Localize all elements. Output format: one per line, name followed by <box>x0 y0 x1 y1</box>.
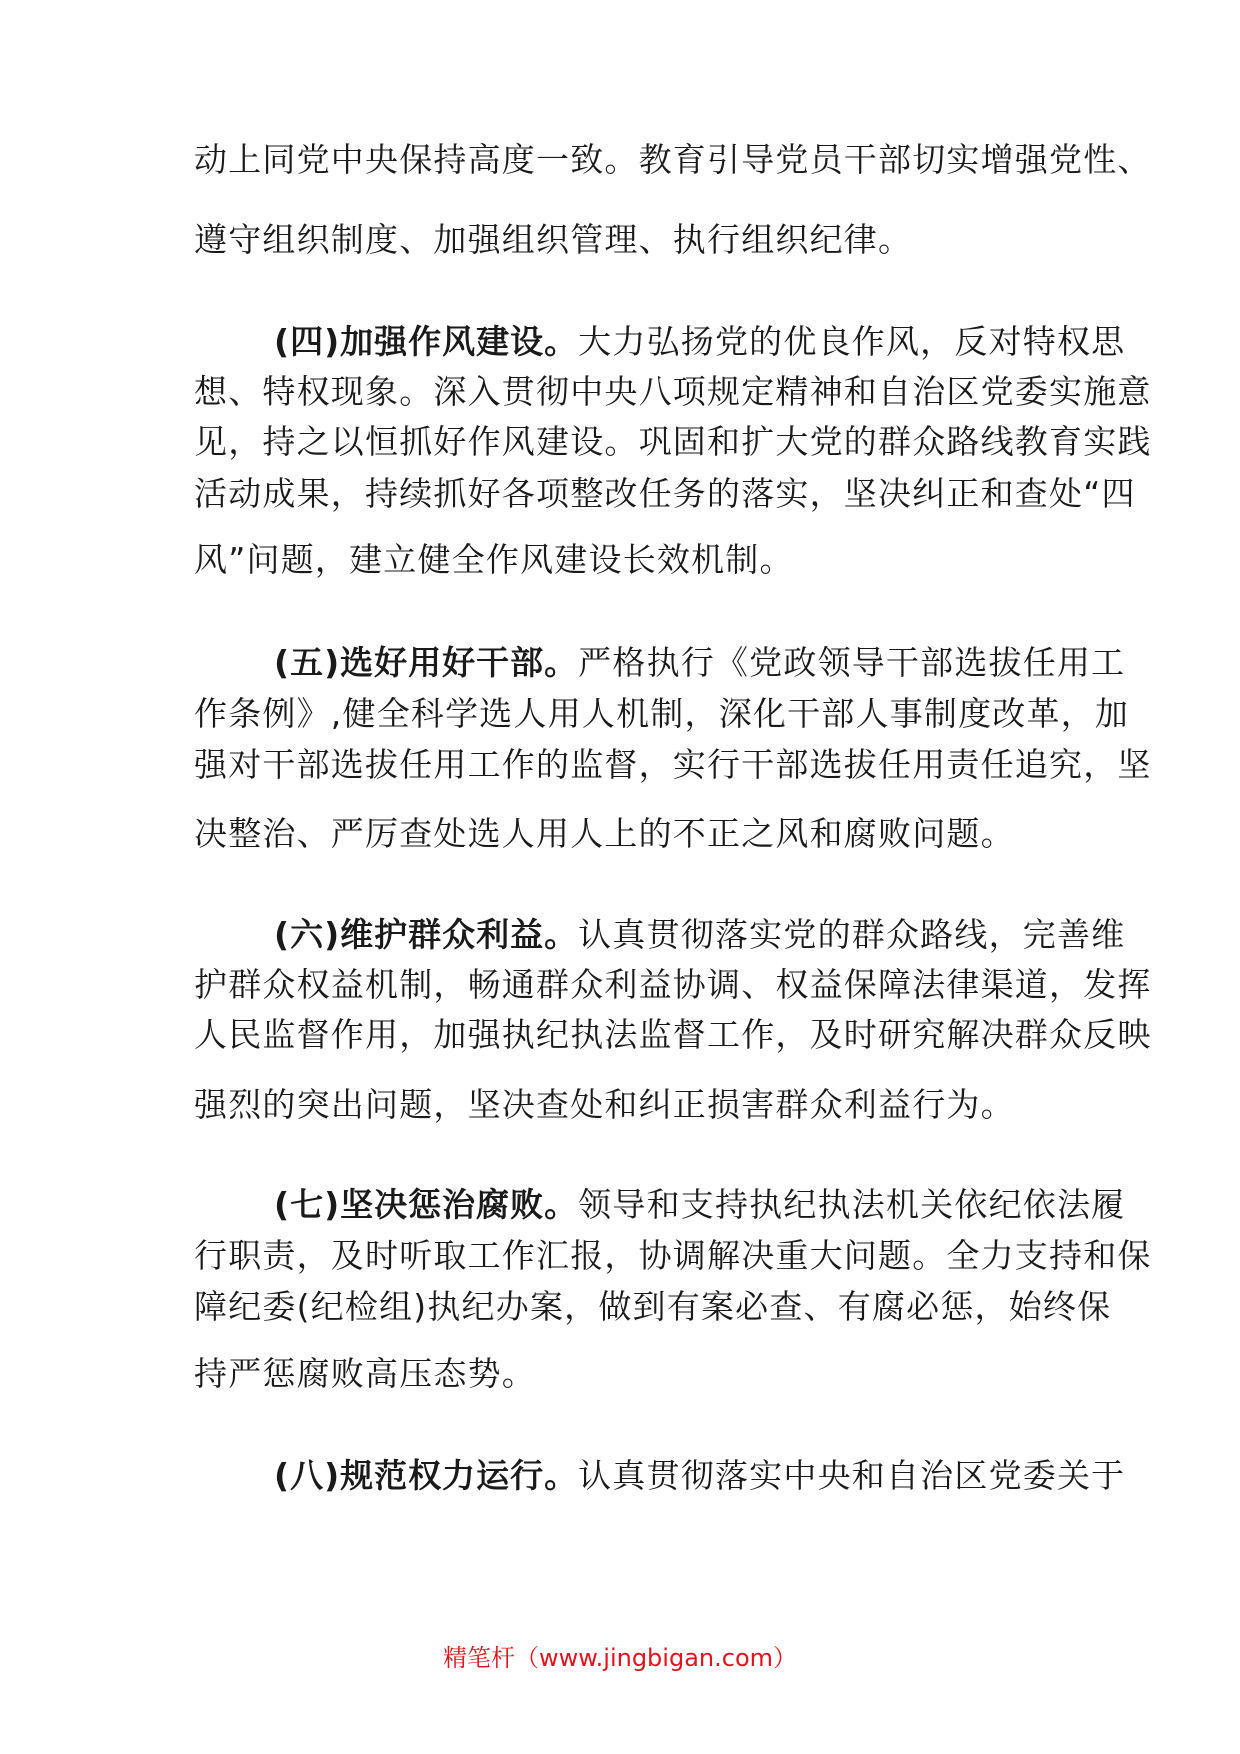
paragraph-line: 动上同党中央保持高度一致。教育引导党员干部切实增强党性、 <box>194 140 1152 179</box>
paragraph-line: 持严惩腐败高压态势。 <box>194 1354 536 1393</box>
section-4-text: 大力弘扬党的优良作风，反对特权思 <box>578 322 1126 361</box>
paragraph-line: 作条例》,健全科学选人用人机制，深化干部人事制度改革，加 <box>194 694 1130 733</box>
paragraph-line: 见，持之以恒抓好作风建设。巩固和扩大党的群众路线教育实践 <box>194 422 1152 461</box>
paragraph-line: 风”问题，建立健全作风建设长效机制。 <box>194 540 794 579</box>
section-8-text: 认真贯彻落实中央和自治区党委关于 <box>578 1456 1126 1495</box>
paragraph-line: 想、特权现象。深入贯彻中央八项规定精神和自治区党委实施意 <box>194 372 1152 411</box>
paragraph-line: 强对干部选拔任用工作的监督，实行干部选拔任用责任追究，坚 <box>194 745 1152 784</box>
section-4-heading: (四)加强作风建设。 <box>274 322 579 361</box>
section-5-heading: (五)选好用好干部。 <box>274 643 579 682</box>
section-5-text: 严格执行《党政领导干部选拔任用工 <box>578 643 1126 682</box>
section-7-first-line <box>274 1185 1126 1225</box>
section-7-text: 领导和支持执纪执法机关依纪依法履 <box>578 1185 1126 1224</box>
section-6-text: 认真贯彻落实党的群众路线，完善维 <box>578 915 1126 954</box>
section-8-first-line <box>274 1456 1126 1496</box>
paragraph-line: 护群众权益机制，畅通群众利益协调、权益保障法律渠道，发挥 <box>194 965 1152 1004</box>
section-8-heading: (八)规范权力运行。 <box>274 1456 579 1495</box>
paragraph-line: 强烈的突出问题，坚决查处和纠正损害群众利益行为。 <box>194 1085 1015 1124</box>
section-6-first-line <box>274 915 1126 955</box>
section-4-first-line <box>274 322 1126 362</box>
paragraph-line: 活动成果，持续抓好各项整改任务的落实，坚决纠正和查处“四 <box>194 474 1136 513</box>
paragraph-line: 遵守组织制度、加强组织管理、执行组织纪律。 <box>194 220 913 259</box>
section-5-first-line <box>274 643 1126 683</box>
paragraph-line: 行职责，及时听取工作汇报，协调解决重大问题。全力支持和保 <box>194 1236 1152 1275</box>
paragraph-line: 决整治、严厉查处选人用人上的不正之风和腐败问题。 <box>194 814 1015 853</box>
section-6-heading: (六)维护群众利益。 <box>274 915 579 954</box>
paragraph-line: 障纪委(纪检组)执纪办案，做到有案必查、有腐必惩，始终保 <box>194 1287 1112 1326</box>
section-7-heading: (七)坚决惩治腐败。 <box>274 1185 579 1224</box>
footer-watermark: 精笔杆（www.jingbigan.com） <box>442 1644 798 1672</box>
paragraph-line: 人民监督作用，加强执纪执法监督工作，及时研究解决群众反映 <box>194 1015 1152 1054</box>
